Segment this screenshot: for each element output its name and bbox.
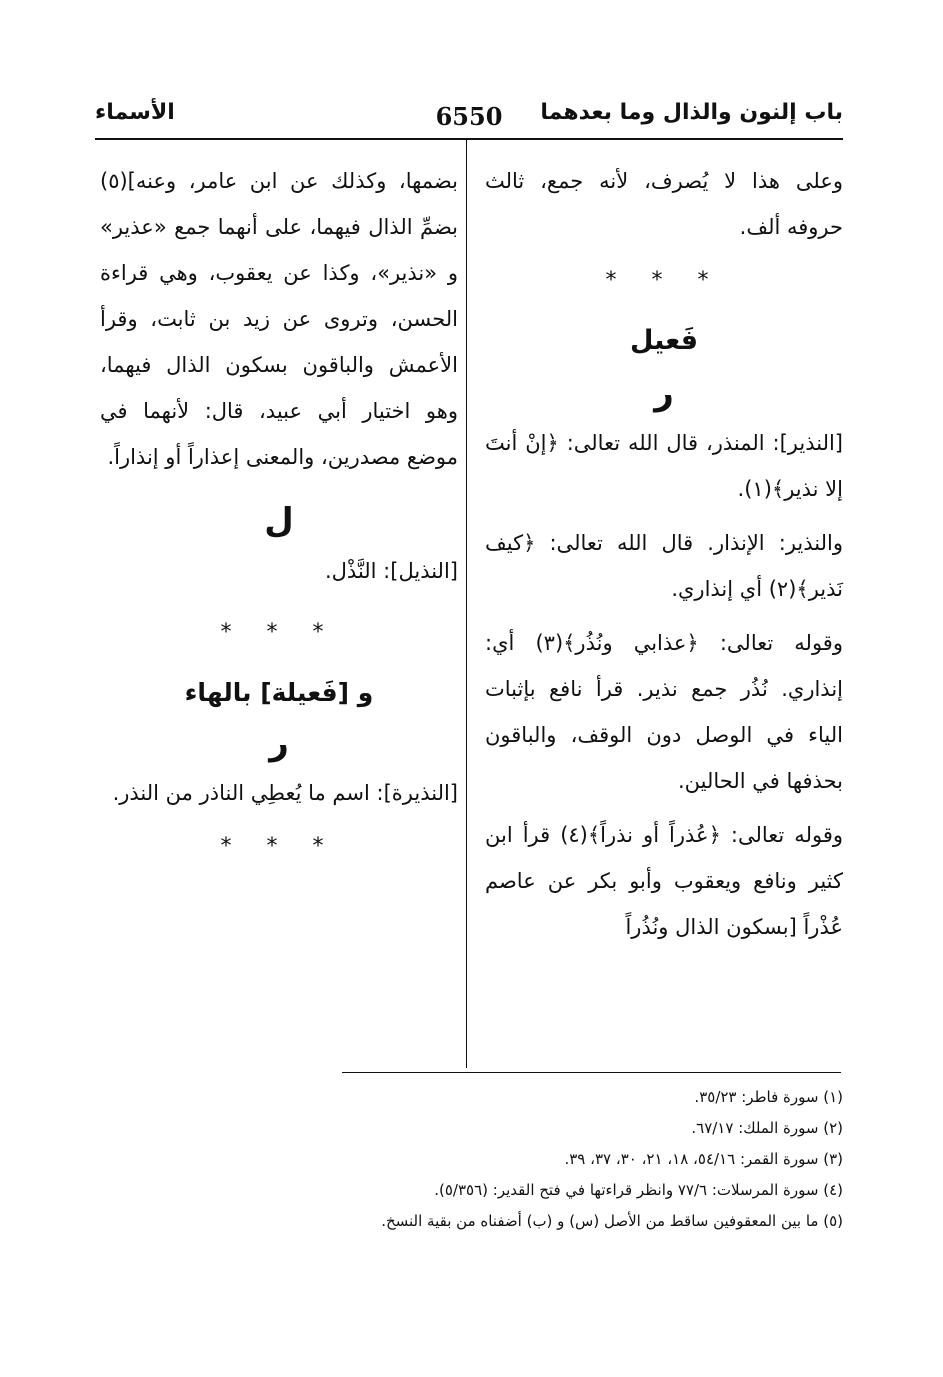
entry-paragraph: وقوله تعالى: ﴿عُذراً أو نذراً﴾(٤) قرأ ابن كثير ونافع ويعقوب وأبو بكر عن عاصم عُذْراً [بسكون الذال ونُذُراً: [485, 823, 843, 939]
entry-paragraph: والنذير: الإنذار. قال الله تعالى: ﴿كيف نَذير﴾(٢) أي إنذاري.: [485, 531, 843, 601]
column-divider: [466, 140, 467, 1068]
section-separator: * * *: [220, 834, 338, 859]
paragraph: بضمها، وكذلك عن ابن عامر، وعنه](٥) بضمِّ الذال فيهما، على أنهما جمع «عذير» و «نذير»، وكذا عن يعقوب، وهي قراءة الحسن، وتروى عن زيد بن ثابت، وقرأ الأعمش والباقون بسكون الذال فيهما، وهو اختيار أبي عبيد، قال: لأنهما في موضع مصدرين، والمعنى إعذاراً أو إنذاراً.: [100, 169, 458, 469]
section-separator: * * *: [605, 268, 723, 293]
footnote: (٣) سورة القمر: ٥٤/١٦، ١٨، ٢١، ٣٠، ٣٧، ٣٩.: [564, 1150, 843, 1168]
pattern-heading: و [فَعيلة] بالهاء: [184, 678, 374, 707]
entry-paragraph: [النذيرة]: اسم ما يُعطِي الناذر من النذر.: [112, 781, 458, 805]
entry-paragraph: [النذيل]: النَّذْل.: [324, 559, 458, 583]
left-column: [100, 158, 458, 884]
section-title: الأسماء: [95, 100, 175, 125]
footnote: (١) سورة فاطر: ٣٥/٢٣.: [694, 1088, 843, 1106]
entry-paragraph: وقوله تعالى: ﴿عذابي ونُذُر﴾(٣) أي: إنذاري. نُذُر جمع نذير. قرأ نافع بإثبات الياء في الوصل دون الوقف، والباقون بحذفها في الحالين.: [485, 631, 843, 793]
letter-heading: ر: [654, 373, 674, 413]
header-rule: [95, 138, 843, 140]
pattern-heading: فَعيل: [629, 325, 699, 356]
footnote: (٤) سورة المرسلات: ٧٧/٦ وانظر قراءتها في فتح القدير: (٥/٣٥٦).: [434, 1181, 843, 1199]
footnote: (٢) سورة الملك: ٦٧/١٧.: [691, 1119, 843, 1137]
chapter-title: باب إلنون والذال وما بعدهما: [540, 100, 843, 125]
letter-heading: ل: [264, 501, 294, 541]
page-number: 6550: [435, 102, 503, 131]
footnote-rule: [342, 1072, 841, 1073]
letter-heading: ر: [269, 723, 289, 763]
paragraph: وعلى هذا لا يُصرف، لأنه جمع، ثالث حروفه ألف.: [485, 169, 843, 239]
right-column: [485, 158, 843, 950]
page-header: [95, 92, 843, 138]
section-separator: * * *: [220, 620, 338, 645]
footnote: (٥) ما بين المعقوفين ساقط من الأصل (س) و (ب) أضفناه من بقية النسخ.: [381, 1212, 843, 1230]
entry-paragraph: [النذير]: المنذر، قال الله تعالى: ﴿إنْ أنتَ إلا نذير﴾(١).: [485, 431, 843, 501]
footnotes: [103, 1082, 843, 1237]
